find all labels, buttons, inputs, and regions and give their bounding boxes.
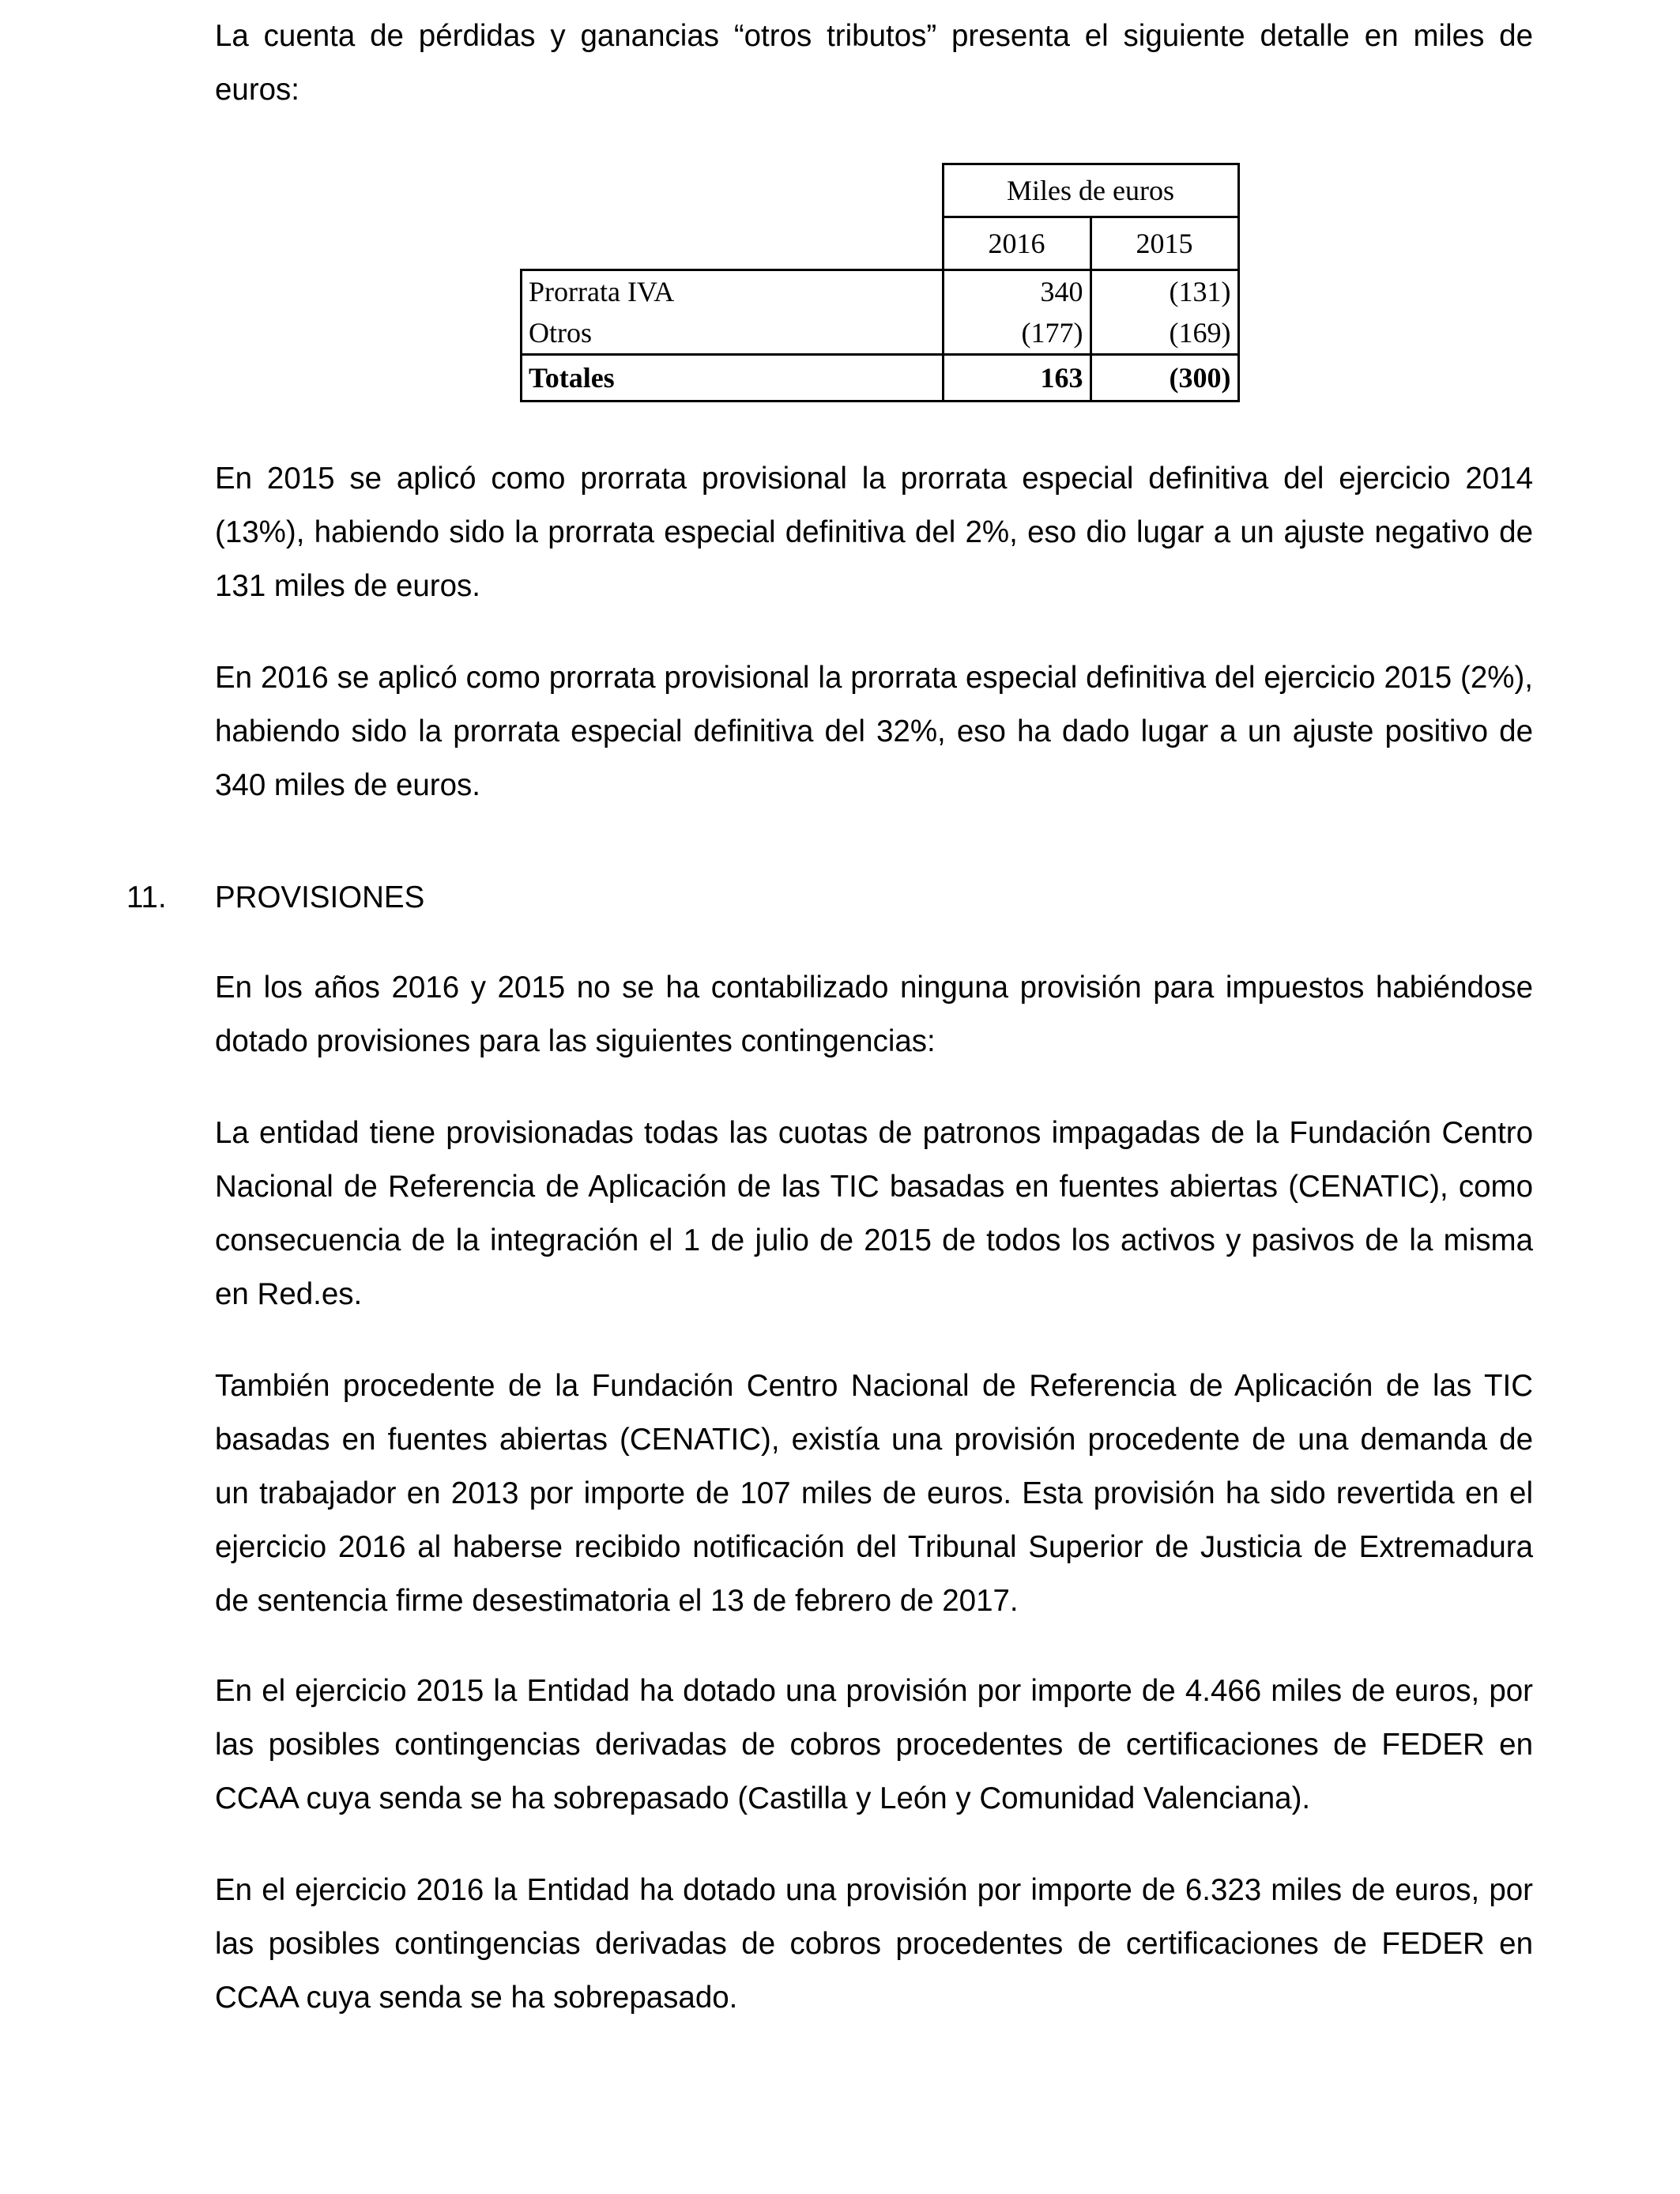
otros-tributos-table [520, 163, 1240, 402]
table-row [522, 270, 1239, 313]
cenatic-demanda-paragraph: También procedente de la Fundación Centro Nacional de Referencia de Aplicación de las TIC basadas en fuentes abiertas (CENATIC), existía una provisión procedente de una demanda de un trabajador en 2013 por importe de 107 miles de euros. Esta provisión ha sido revertida en el ejercicio 2016 al haberse recibido notificación del Tribunal Superior de Justicia de Extremadura de sentencia firme desestimatoria el 13 de febrero de 2017. [215, 1369, 1533, 1618]
table-year-row [522, 217, 1239, 270]
section-title: PROVISIONES [215, 880, 425, 914]
cenatic-cuotas-paragraph: La entidad tiene provisionadas todas las cuotas de patronos impagadas de la Fundación Centro Nacional de Referencia de Aplicación de las TIC basadas en fuentes abiertas (CENATIC), como consecuencia de la integración el 1 de julio de 2015 de todos los activos y pasivos de la misma en Red.es. [215, 1116, 1533, 1311]
table-row [522, 312, 1239, 355]
table-corner-blank [522, 217, 944, 270]
row-label: Otros [522, 312, 944, 355]
year-header-2016: 2016 [943, 217, 1090, 270]
row-value-2015: (169) [1090, 312, 1238, 355]
row-value-2016: 340 [943, 270, 1090, 313]
total-value-2016: 163 [943, 355, 1090, 401]
provision-2016-paragraph: En el ejercicio 2016 la Entidad ha dotado una provisión por importe de 6.323 miles de euros, por las posibles contingencias derivadas de cobros procedentes de certificaciones de FEDER en CCAA cuya senda se ha sobrepasado. [215, 1873, 1533, 2015]
provision-2015-paragraph: En el ejercicio 2015 la Entidad ha dotado una provisión por importe de 4.466 miles de euros, por las posibles contingencias derivadas de cobros procedentes de certificaciones de FEDER en CCAA cuya senda se ha sobrepasado (Castilla y León y Comunidad Valenciana). [215, 1674, 1533, 1815]
row-label: Prorrata IVA [522, 270, 944, 313]
year-header-2015: 2015 [1090, 217, 1238, 270]
provisiones-intro-paragraph: En los años 2016 y 2015 no se ha contabilizado ninguna provisión para impuestos habiéndose dotado provisiones para las siguientes contingencias: [215, 971, 1533, 1058]
prorrata-2015-paragraph: En 2015 se aplicó como prorrata provisional la prorrata especial definitiva del ejercicio 2014 (13%), habiendo sido la prorrata especial definitiva del 2%, eso dio lugar a un ajuste negativo de 131 miles de euros. [215, 462, 1533, 603]
intro-paragraph: La cuenta de pérdidas y ganancias “otros tributos” presenta el siguiente detalle en miles de euros: [215, 19, 1533, 107]
total-label: Totales [522, 355, 944, 401]
row-value-2016: (177) [943, 312, 1090, 355]
row-value-2015: (131) [1090, 270, 1238, 313]
prorrata-2016-paragraph: En 2016 se aplicó como prorrata provisional la prorrata especial definitiva del ejercicio 2015 (2%), habiendo sido la prorrata especial definitiva del 32%, eso ha dado lugar a un ajuste positivo de 340 miles de euros. [215, 661, 1533, 802]
table-total-row [522, 355, 1239, 401]
total-value-2015: (300) [1090, 355, 1238, 401]
table-header-miles-de-euros: Miles de euros [943, 164, 1238, 217]
table-corner-blank [522, 164, 944, 217]
section-number: 11. [126, 880, 167, 914]
table-header-row [522, 164, 1239, 217]
